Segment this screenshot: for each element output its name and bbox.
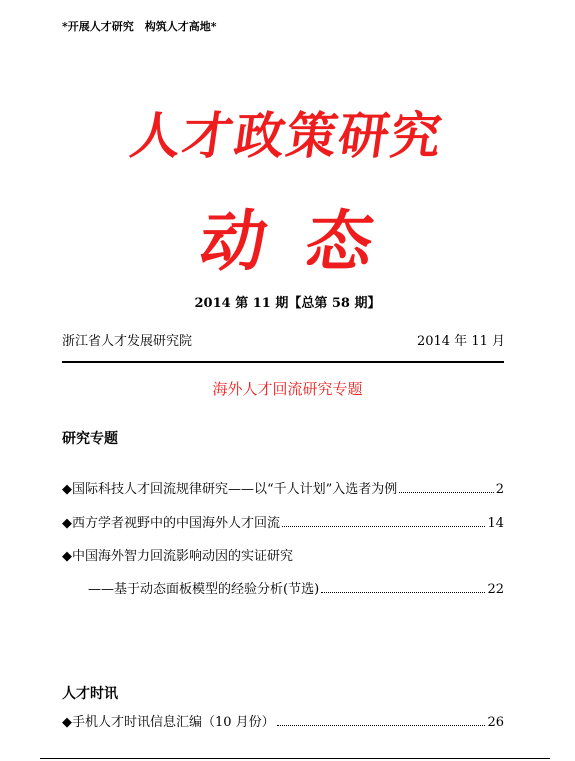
toc-entry[interactable] [62, 711, 504, 730]
publication-subtitle: 动态 [195, 202, 419, 280]
header-divider [62, 361, 504, 363]
toc-page-number: 14 [487, 516, 504, 531]
toc-page-number: 26 [487, 715, 504, 730]
toc-entry-title: ◆中国海外智力回流影响动因的实证研究 [62, 549, 293, 564]
toc-entry[interactable] [62, 512, 504, 531]
toc-leader-dots [399, 492, 493, 493]
toc-page-number: 22 [487, 582, 504, 597]
section-heading-research: 研究专题 [62, 431, 118, 447]
toc-entry[interactable] [62, 545, 504, 564]
toc-leader-dots [282, 526, 485, 527]
toc-page-number: 2 [495, 482, 504, 497]
page-bottom-border [40, 758, 550, 759]
organization-name: 浙江省人才发展研究院 [62, 334, 193, 349]
toc-leader-dots [277, 725, 486, 726]
toc-entry-title: ◆国际科技人才回流规律研究——以“千人计划”入选者为例 [62, 482, 398, 497]
toc-leader-dots [321, 592, 485, 593]
toc-entry-title: ——基于动态面板模型的经验分析(节选) [88, 582, 320, 597]
issue-number: 2014 第 11 期【总第 58 期】 [194, 296, 381, 311]
publication-title: 人才政策研究 [126, 106, 448, 165]
section-heading-news: 人才时讯 [62, 686, 118, 702]
feature-title: 海外人才回流研究专题 [212, 380, 363, 398]
toc-entry[interactable] [62, 478, 504, 497]
toc-entry-title: ◆西方学者视野中的中国海外人才回流 [62, 516, 280, 531]
toc-entry-title: ◆手机人才时讯信息汇编（10 月份） [62, 715, 275, 730]
toc-entry[interactable] [88, 578, 504, 597]
header-motto: *开展人才研究 构筑人才高地* [62, 20, 217, 33]
publication-date: 2014 年 11 月 [416, 334, 505, 349]
